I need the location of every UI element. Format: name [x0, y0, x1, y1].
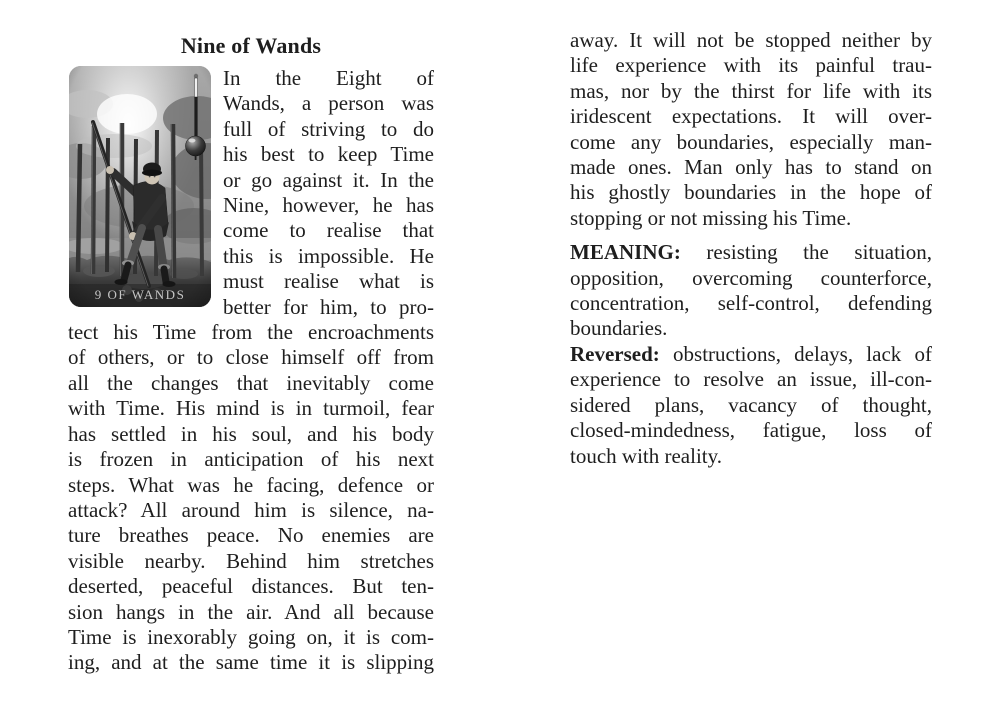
text-line: his best to keep Time	[223, 142, 434, 167]
right-column	[570, 28, 932, 469]
text-line: Wands, a person was	[223, 91, 434, 116]
text-line: made ones. Man only has to stand on	[570, 155, 932, 180]
left-column	[68, 33, 434, 676]
text-line: ture breathes peace. No enemies are	[68, 523, 434, 548]
text-line: concentration, self-control, defending	[570, 291, 932, 316]
text-line: come to realise that	[223, 218, 434, 243]
text-line: Time is inexorably going on, it is com-	[68, 624, 434, 649]
text-line: or go against it. In the	[223, 167, 434, 192]
tarot-card-image	[69, 66, 211, 307]
text-line: full of striving to do	[223, 116, 434, 141]
text-line: his ghostly boundaries in the hope of	[570, 180, 932, 205]
text-line: iridescent expectations. It will over-	[570, 104, 932, 129]
text-line: better for him, to pro-	[223, 294, 434, 319]
text-line: deserted, peaceful distances. But ten-	[68, 574, 434, 599]
text-line: is frozen in anticipation of his next	[68, 447, 434, 472]
meaning-label: MEANING:	[570, 240, 681, 265]
text-line: life experience with its painful trau-	[570, 53, 932, 78]
text-line: touch with reality.	[570, 443, 723, 468]
card-illustration	[69, 66, 211, 307]
text-line: Nine, however, he has	[223, 193, 434, 218]
reversed-label: Reversed:	[570, 341, 660, 366]
card-caption: 9 OF WANDS	[94, 287, 186, 302]
meaning-line1-text: resisting the situation,	[680, 240, 932, 265]
text-line: boundaries.	[570, 316, 668, 341]
reversed-paragraph	[570, 342, 932, 469]
text-line: come any boundaries, especially man-	[570, 129, 932, 154]
text-line: all the changes that inevitably come	[68, 370, 434, 395]
text-line: tect his Time from the encroachments	[68, 320, 434, 345]
reversed-line1-text: obstructions, delays, lack of	[659, 341, 932, 366]
text-line: of others, or to close himself off from	[68, 345, 434, 370]
text-line: away. It will not be stopped neither by	[570, 28, 932, 52]
text-line: visible nearby. Behind him stretches	[68, 548, 434, 573]
text-line: In the Eight of	[223, 66, 434, 90]
meaning-paragraph	[570, 240, 932, 342]
body-paragraph-right	[570, 28, 932, 231]
text-line: sion hangs in the air. And all because	[68, 599, 434, 624]
text-line: sidered plans, vacancy of thought,	[570, 392, 932, 417]
text-line: with Time. His mind is in turmoil, fear	[68, 396, 434, 421]
text-line	[570, 342, 932, 367]
text-line	[570, 240, 932, 265]
text-line: attack? All around him is silence, na-	[68, 497, 434, 522]
text-line: ing, and at the same time it is slipping	[68, 650, 434, 675]
text-line: mas, nor by the thirst for life with its	[570, 78, 932, 103]
text-line: must realise what is	[223, 269, 434, 294]
text-line: has settled in his soul, and his body	[68, 421, 434, 446]
text-line: opposition, overcoming counterforce,	[570, 265, 932, 290]
text-line: steps. What was he facing, defence or	[68, 472, 434, 497]
page-title: Nine of Wands	[180, 33, 322, 58]
text-line: closed-mindedness, fatigue, loss of	[570, 418, 932, 443]
text-line: stopping or not missing his Time.	[570, 205, 852, 230]
text-line: this is impossible. He	[223, 243, 434, 268]
text-line: experience to resolve an issue, ill-con-	[570, 367, 932, 392]
paragraph-gap	[570, 231, 932, 240]
